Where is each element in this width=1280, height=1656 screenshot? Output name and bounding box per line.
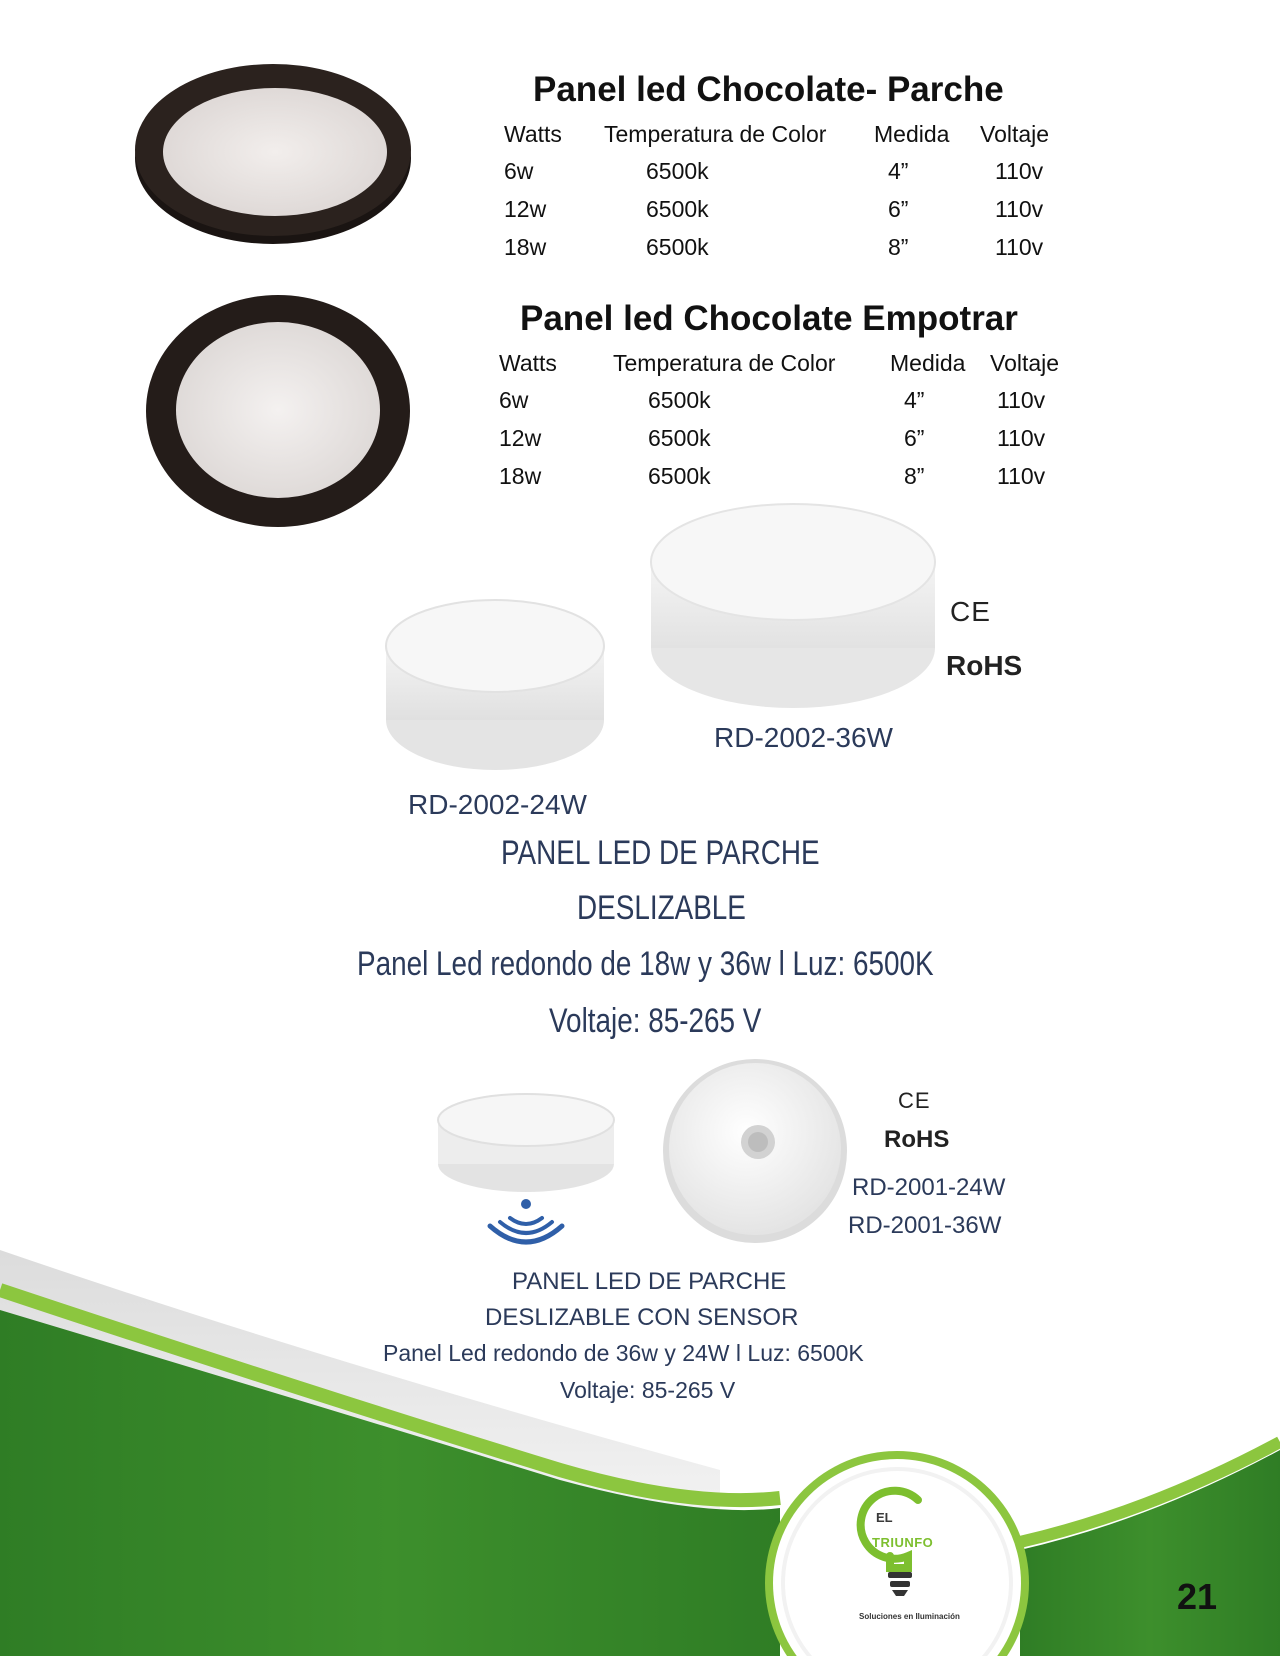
section1-row1-medida: 4”	[888, 158, 909, 184]
section2-row3-temp: 6500k	[648, 463, 711, 489]
section1-row1-temp: 6500k	[646, 158, 709, 184]
section3-description: Panel Led redondo de 18w y 36w l Luz: 6500K	[357, 945, 934, 983]
section2-row3-voltaje: 110v	[997, 463, 1046, 489]
section1-title: Panel led Chocolate- Parche	[533, 70, 1004, 109]
section2-row2-watts: 12w	[499, 425, 542, 451]
section2-row1-watts: 6w	[499, 387, 529, 413]
section3-voltage: Voltaje: 85-265 V	[549, 1002, 762, 1040]
panel-rd-2002-24w-image	[383, 596, 607, 772]
model-rd-2002-36w: RD-2002-36W	[714, 722, 893, 753]
section2-row1-temp: 6500k	[648, 387, 711, 413]
motion-sensor-wave-icon	[484, 1196, 568, 1252]
section1-row2-voltaje: 110v	[995, 196, 1044, 222]
section1-header-temp: Temperatura de Color	[604, 121, 827, 147]
section2-row3-watts: 18w	[499, 463, 542, 489]
panel-chocolate-parche-image	[128, 50, 418, 250]
section2-row1-voltaje: 110v	[997, 387, 1046, 413]
model-rd-2001-36w: RD-2001-36W	[848, 1212, 1002, 1239]
section4-voltage: Voltaje: 85-265 V	[560, 1377, 736, 1403]
section1-header-watts: Watts	[504, 121, 562, 147]
panel-sensor-front-image	[660, 1056, 850, 1246]
section1-row3-medida: 8”	[888, 234, 909, 260]
section1-row2-medida: 6”	[888, 196, 909, 222]
page-number: 21	[1177, 1576, 1218, 1617]
section1-row1-voltaje: 110v	[995, 158, 1044, 184]
rohs-mark-sensor: RoHS	[884, 1126, 950, 1153]
ce-mark-sensor: CE	[898, 1088, 931, 1113]
section4-title-line2: DESLIZABLE CON SENSOR	[485, 1304, 799, 1331]
section2-title: Panel led Chocolate Empotrar	[520, 299, 1018, 338]
section1-row2-watts: 12w	[504, 196, 547, 222]
model-rd-2002-24w: RD-2002-24W	[408, 789, 587, 820]
section2-row2-temp: 6500k	[648, 425, 711, 451]
logo-text-triunfo: TRIUNFO	[872, 1535, 934, 1550]
panel-sensor-side-image	[436, 1090, 616, 1196]
section2-header-medida: Medida	[890, 350, 966, 376]
section1-header-medida: Medida	[874, 121, 950, 147]
logo-text-el: EL	[876, 1510, 893, 1525]
section4-description: Panel Led redondo de 36w y 24W l Luz: 6500K	[383, 1340, 864, 1366]
section2-row3-medida: 8”	[904, 463, 925, 489]
model-rd-2001-24w: RD-2001-24W	[852, 1174, 1006, 1201]
section1-row1-watts: 6w	[504, 158, 534, 184]
section3-title-line1: PANEL LED DE PARCHE	[501, 834, 820, 872]
section2-header-voltaje: Voltaje	[990, 350, 1060, 376]
section1-row2-temp: 6500k	[646, 196, 709, 222]
section4-title-line1: PANEL LED DE PARCHE	[512, 1268, 787, 1295]
section2-row2-voltaje: 110v	[997, 425, 1046, 451]
rohs-mark: RoHS	[946, 650, 1023, 681]
section1-row3-watts: 18w	[504, 234, 547, 260]
section2-row1-medida: 4”	[904, 387, 925, 413]
panel-chocolate-empotrar-image	[142, 292, 414, 530]
section1-header-voltaje: Voltaje	[980, 121, 1050, 147]
section2-row2-medida: 6”	[904, 425, 925, 451]
logo-tagline: Soluciones en Iluminación	[859, 1612, 960, 1621]
panel-rd-2002-36w-image	[648, 500, 938, 712]
section1-row3-temp: 6500k	[646, 234, 709, 260]
ce-mark: CE	[950, 596, 991, 627]
section3-title-line2: DESLIZABLE	[577, 889, 746, 927]
section1-row3-voltaje: 110v	[995, 234, 1044, 260]
section2-header-temp: Temperatura de Color	[613, 350, 836, 376]
section2-header-watts: Watts	[499, 350, 557, 376]
